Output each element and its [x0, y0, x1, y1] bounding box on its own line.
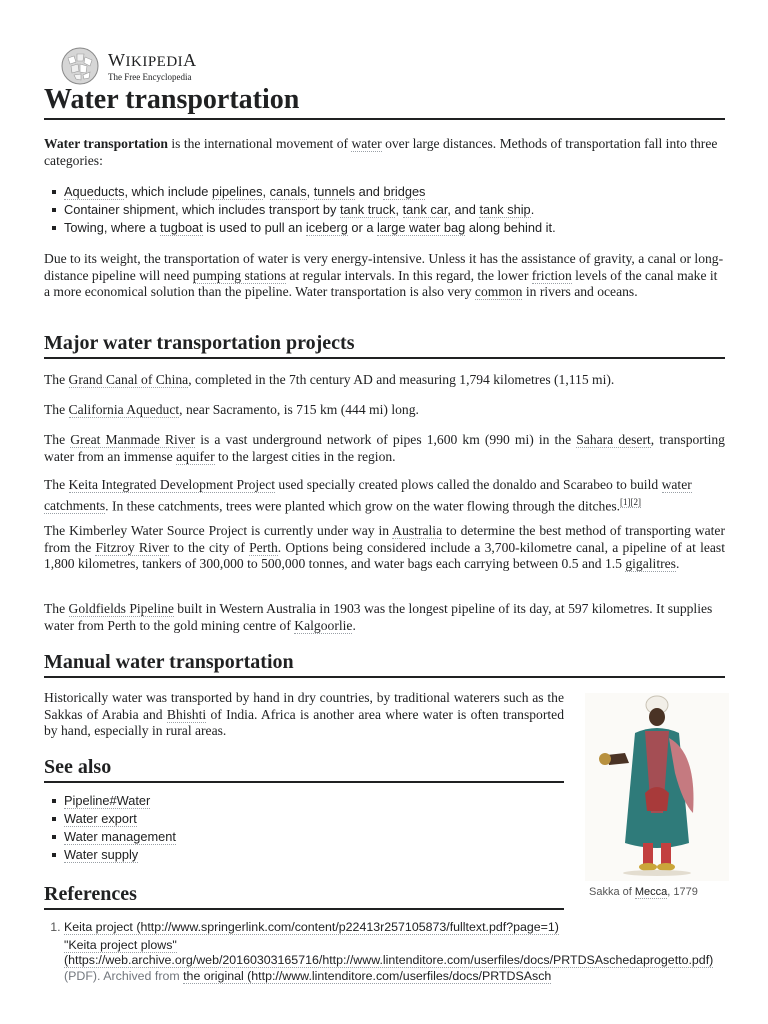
section-heading-major: Major water transportation projects	[44, 332, 725, 359]
link-california-aqueduct[interactable]: California Aqueduct	[68, 402, 180, 417]
link-friction[interactable]: friction	[531, 267, 572, 283]
link-water-export[interactable]: Water export	[64, 811, 137, 826]
reference-item: 2. "Keita project plows" (https://web.archive.org/web/20160303165716/http://www.lintenditore.com/userfiles/docs/PRTDSAschedaprogetto.pdf) (PDF). Archived from the original (http://www.lintenditore.com/userfiles/docs/PRTDSAsch	[64, 938, 724, 985]
link-aquifer[interactable]: aquifer	[176, 448, 215, 464]
link-water-catchments[interactable]: water catchments	[44, 477, 692, 514]
link-bhishti[interactable]: Bhishti	[166, 706, 207, 722]
link-water-supply[interactable]: Water supply	[64, 847, 139, 862]
link-bridges[interactable]: bridges	[383, 184, 426, 199]
page-title: Water transportation	[44, 84, 725, 120]
logo-wordmark: WIKIPEDIA	[108, 49, 197, 70]
link-pipelines[interactable]: pipelines	[211, 184, 263, 199]
paragraph-manual: Historically water was transported by hand in dry countries, by traditional waterers such as the Sakkas of Arabia and Bhishti of India. Africa is another area where water is often transported by hand, especially in rural areas.	[44, 690, 564, 738]
list-item	[64, 846, 564, 864]
link-keita-project[interactable]: Keita Integrated Development Project	[68, 477, 276, 492]
link-tank-truck[interactable]: tank truck	[339, 202, 396, 217]
reference-item	[64, 920, 564, 936]
link-water[interactable]: water	[351, 136, 382, 151]
link-iceberg[interactable]: iceberg	[305, 220, 348, 235]
link-tunnels[interactable]: tunnels	[313, 184, 356, 199]
link-tank-car[interactable]: tank car	[402, 202, 448, 217]
figure-caption: Sakka of Mecca, 1779	[589, 886, 698, 898]
paragraph-california: The California Aqueduct, near Sacramento, is 715 km (444 mi) long.	[44, 402, 419, 417]
reference-link[interactable]: "Keita project plows" (https://web.archive.org/web/20160303165716/http://www.lintenditore.com/userfiles/docs/PRTDSAschedaprogetto.pdf)	[64, 937, 714, 967]
link-large-water-bag[interactable]: large water bag	[377, 220, 466, 235]
intro-paragraph: Water transportation is the international movement of water over large distances. Methods of transportation fall into three categories:	[44, 136, 718, 168]
references-list	[44, 920, 724, 984]
link-tank-ship[interactable]: tank ship	[479, 202, 531, 217]
list-item: Aqueducts, which include pipelines, canals, tunnels and bridges	[64, 183, 725, 201]
link-mecca[interactable]: Mecca	[634, 886, 668, 898]
paragraph-goldfields: The Goldfields Pipeline built in Western Australia in 1903 was the longest pipeline of its day, at 597 kilometres. It supplies water from Perth to the gold mining centre of Kalgoorlie.	[44, 601, 713, 633]
link-common[interactable]: common	[474, 284, 523, 299]
see-also-list	[44, 792, 564, 864]
paragraph-kimberley: The Kimberley Water Source Project is currently under way in Australia to determine the best method of transporting water from the Fitzroy River to the city of Perth. Options being considered include a 3,700-kilometre canal, a pipeline of at least 1,800 kilometres, tankers of 300,000 to 500,000 tonnes, and water bags each carrying between 0.5 and 1.5 gigalitres.	[44, 523, 725, 571]
list-item	[64, 792, 564, 810]
link-gigalitres[interactable]: gigalitres	[625, 556, 676, 571]
link-goldfields-pipeline[interactable]: Goldfields Pipeline	[68, 601, 174, 616]
link-kalgoorlie[interactable]: Kalgoorlie	[294, 617, 353, 633]
reference-link[interactable]: Keita project (http://www.springerlink.com/content/p22413r257105873/fulltext.pdf?page=1)	[64, 920, 559, 934]
list-item: Container shipment, which includes transport by tank truck, tank car, and tank ship.	[64, 201, 725, 219]
link-aqueducts[interactable]: Aqueducts	[64, 184, 125, 199]
paragraph-keita: The Keita Integrated Development Project used specially created plows called the donaldo and Scarabeo to build water catchments. In these catchments, trees were planted which grow on the water flowing through the ditches.[1][2]	[44, 477, 692, 514]
link-australia[interactable]: Australia	[392, 523, 443, 538]
section-heading-see-also: See also	[44, 756, 564, 783]
link-grand-canal[interactable]: Grand Canal of China	[68, 372, 189, 387]
sakka-figure-image[interactable]	[585, 693, 729, 881]
link-tugboat[interactable]: tugboat	[160, 220, 203, 235]
link-water-management[interactable]: Water management	[64, 829, 176, 844]
link-fitzroy-river[interactable]: Fitzroy River	[95, 539, 170, 555]
link-sahara-desert[interactable]: Sahara desert	[576, 432, 651, 447]
list-item	[64, 828, 564, 846]
paragraph-grand-canal: The Grand Canal of China, completed in the 7th century AD and measuring 1,794 kilometres (1,115 mi).	[44, 372, 615, 387]
categories-list	[44, 183, 725, 237]
link-canals[interactable]: canals	[269, 184, 307, 199]
link-perth[interactable]: Perth	[249, 539, 278, 555]
link-pumping-stations[interactable]: pumping stations	[192, 267, 287, 283]
section-heading-manual: Manual water transportation	[44, 651, 725, 678]
wikipedia-logo[interactable]	[60, 46, 197, 86]
citation-link[interactable]: [1][2]	[620, 496, 642, 507]
link-great-manmade-river[interactable]: Great Manmade River	[70, 432, 196, 447]
wikipedia-globe-icon	[60, 46, 100, 86]
list-item: Towing, where a tugboat is used to pull an iceberg or a large water bag along behind it.	[64, 219, 725, 237]
list-item	[64, 810, 564, 828]
paragraph-great-manmade-river: The Great Manmade River is a vast underground network of pipes 1,600 km (990 mi) in the Sahara desert, transporting water from an immense aquifer to the largest cities in the region.	[44, 432, 725, 464]
reference-archive-link[interactable]: the original (http://www.lintenditore.com/userfiles/docs/PRTDSAsch	[183, 968, 552, 983]
link-pipeline-water[interactable]: Pipeline#Water	[64, 793, 151, 808]
logo-tagline: The Free Encyclopedia	[108, 71, 192, 82]
section-heading-references: References	[44, 883, 564, 910]
energy-paragraph: Due to its weight, the transportation of water is very energy-intensive. Unless it has the assistance of gravity, a canal or long-distance pipeline will need pumping stations at regular intervals. In this regard, the lower friction levels of the canal make it a more economical solution than the pipeline. Water transportation is also very common in rivers and oceans.	[44, 251, 724, 299]
